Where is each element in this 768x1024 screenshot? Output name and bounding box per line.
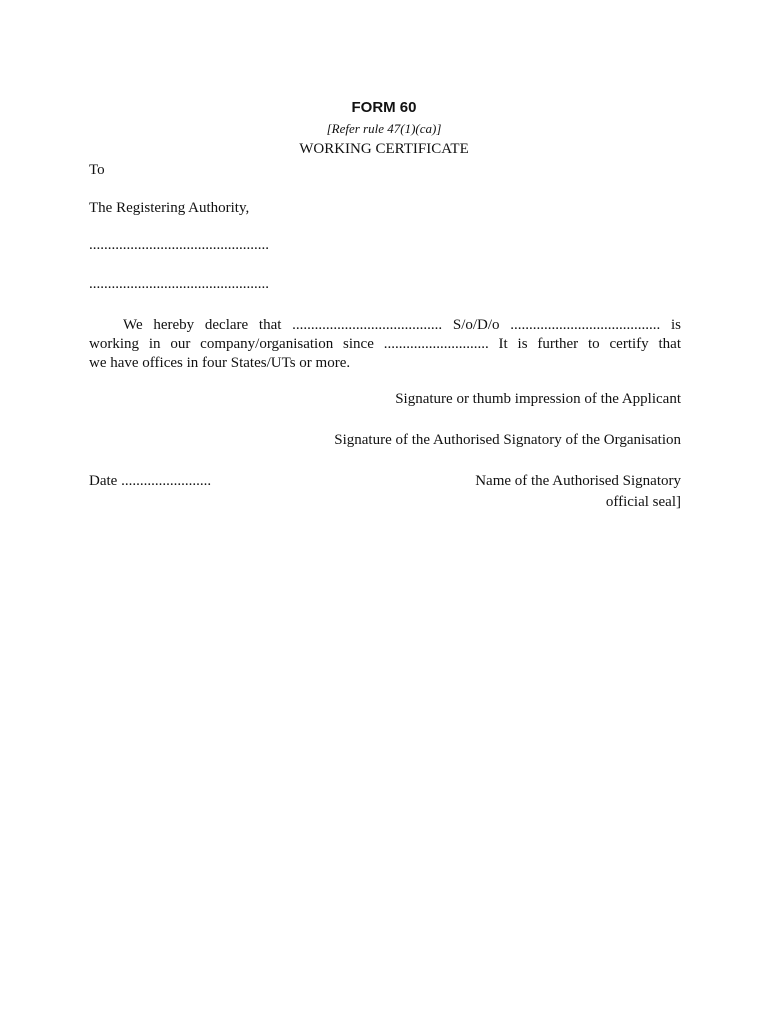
addressee-recipient: The Registering Authority, [89, 200, 250, 216]
official-seal-label: official seal] [605, 494, 681, 510]
applicant-signature-label: Signature or thumb impression of the Applicant [395, 391, 681, 407]
authorised-signature-label: Signature of the Authorised Signatory of the Organisation [334, 432, 681, 448]
declaration-line-3: we have offices in four States/UTs or more. [89, 355, 351, 371]
address-blank-line-1: ................................................ [89, 237, 269, 253]
declaration-line-1: We hereby declare that ........................................ S/o/D/o ........................................ is [123, 317, 681, 333]
address-blank-line-2: ................................................ [89, 276, 269, 292]
form-title: FORM 60 [351, 99, 417, 116]
certificate-heading: WORKING CERTIFICATE [299, 141, 469, 157]
authorised-name-label: Name of the Authorised Signatory [475, 473, 681, 489]
declaration-line-2: working in our company/organisation since ............................ It is further to certify that [89, 336, 681, 352]
rule-reference: [Refer rule 47(1)(ca)] [326, 121, 442, 136]
declaration-paragraph [89, 316, 681, 373]
date-label: Date ........................ [89, 473, 212, 489]
addressee-to: To [89, 162, 105, 178]
